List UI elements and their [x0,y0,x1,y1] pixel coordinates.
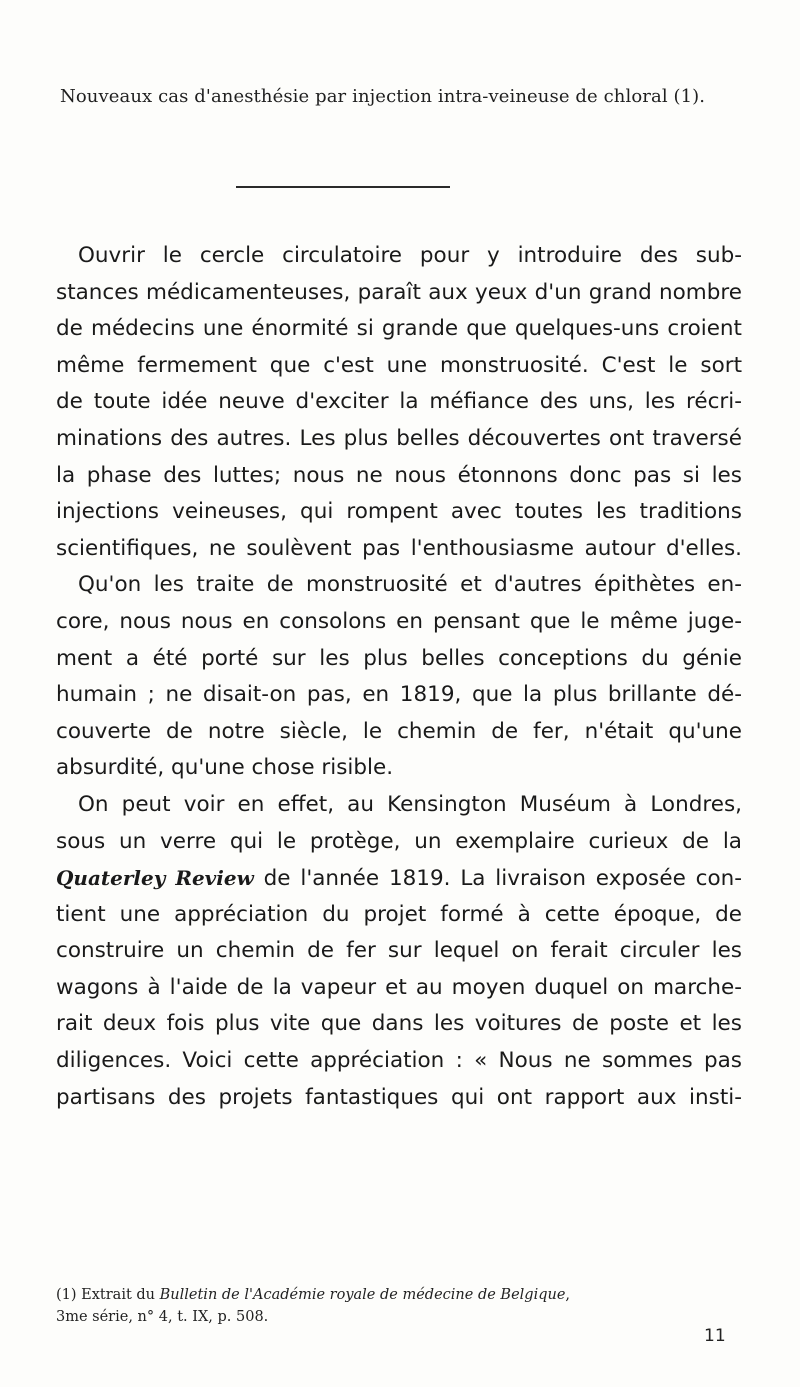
body-line: de toute idée neuve d'exciter la méfiance des uns, les récri- [56,389,742,415]
page-number: 11 [704,1326,726,1346]
body-line: humain ; ne disait-on pas, en 1819, que la plus brillante dé- [56,682,742,708]
body-line: tient une appréciation du projet formé à cette époque, de [56,901,742,927]
body-line: construire un chemin de fer sur lequel on ferait circuler les [56,938,742,964]
body-line: diligences. Voici cette appréciation : « Nous ne sommes pas [56,1048,742,1074]
footnote-line-1: (1) Extrait du Bulletin de l'Académie royale de médecine de Belgique, [56,1287,571,1303]
body-line: injections veineuses, qui rompent avec toutes les traditions [56,499,742,525]
body-line: absurdité, qu'une chose risible. [56,755,394,781]
body-line: la phase des luttes; nous ne nous étonnons donc pas si les [56,462,742,488]
body-line: core, nous nous en consolons en pensant que le même juge- [56,608,742,634]
article-title: Nouveaux cas d'anesthésie par injection intra-veineuse de chloral (1). [60,86,706,107]
body-line: partisans des projets fantastiques qui ont rapport aux insti- [56,1084,742,1110]
body-line: rait deux fois plus vite que dans les voitures de poste et les [56,1011,742,1037]
footnote [56,1284,742,1328]
footnote-source-title: Bulletin de l'Académie royale de médecine de Belgique [159,1287,566,1303]
article-body [56,238,742,1116]
body-line: ment a été porté sur les plus belles conceptions du génie [56,645,742,671]
title-separator-rule [236,186,450,188]
body-line: même fermement que c'est une monstruosité. C'est le sort [56,352,742,378]
body-line: couverte de notre siècle, le chemin de fer, n'était qu'une [56,718,742,744]
body-line: minations des autres. Les plus belles découvertes ont traversé [56,425,742,451]
journal-title: Quaterley Review [56,866,254,891]
body-line: Quaterley Review de l'année 1819. La livraison exposée con- [56,866,742,892]
footnote-line-2: 3me série, n° 4, t. IX, p. 508. [56,1309,269,1325]
body-line: stances médicamenteuses, paraît aux yeux d'un grand nombre [56,279,742,305]
body-line: sous un verre qui le protège, un exemplaire curieux de la [56,828,742,854]
body-line: Qu'on les traite de monstruosité et d'autres épithètes en- [78,572,742,598]
body-line: de médecins une énormité si grande que quelques-uns croient [56,316,742,342]
body-line: Ouvrir le cercle circulatoire pour y introduire des sub- [78,243,742,268]
body-line: On peut voir en effet, au Kensington Muséum à Londres, [78,791,742,817]
body-line: scientifiques, ne soulèvent pas l'enthousiasme autour d'elles. [56,535,742,561]
body-line: wagons à l'aide de la vapeur et au moyen duquel on marche- [56,974,742,1000]
